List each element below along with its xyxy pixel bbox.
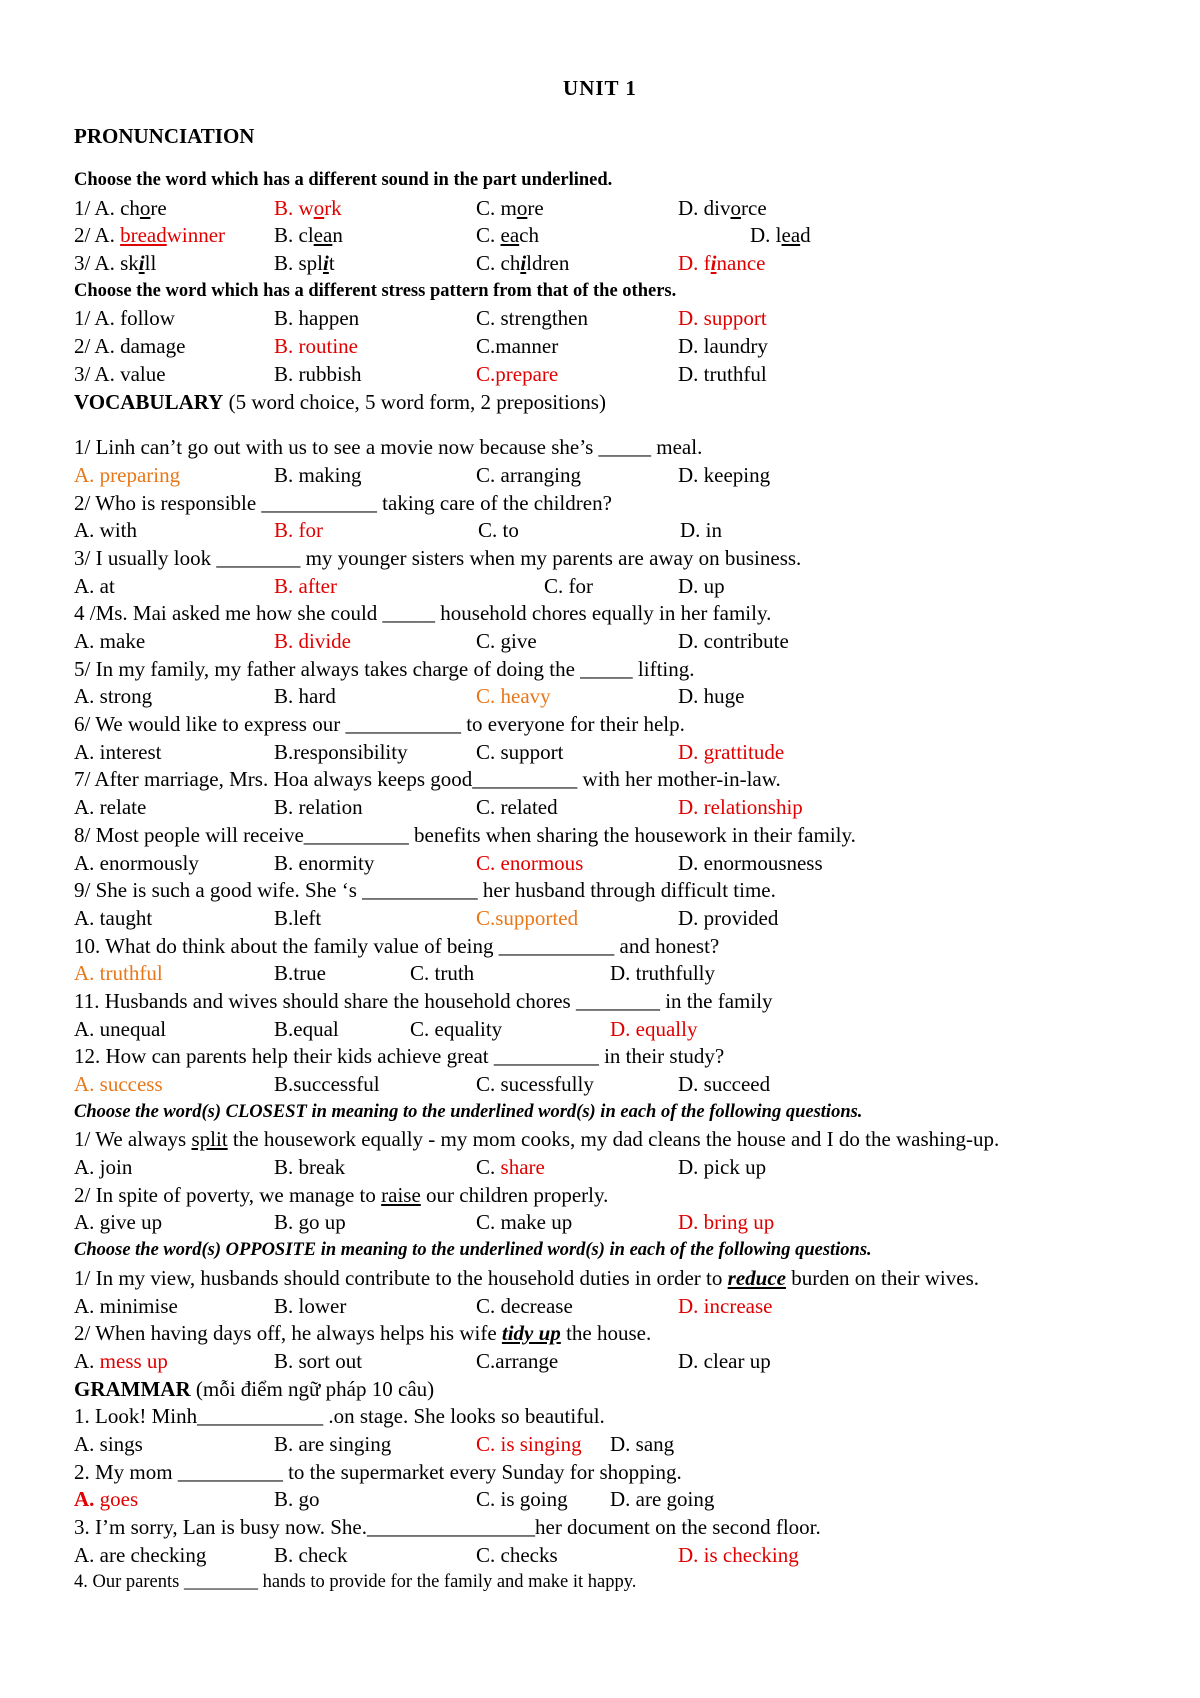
vocab-question-10: 10. What do think about the family value of being ___________ and honest?: [74, 933, 720, 958]
option-d-answer: D. finance: [678, 251, 766, 276]
option-a: A. interest: [74, 739, 162, 764]
vocab-question-7: 7/ After marriage, Mrs. Hoa always keeps good__________ with her mother-in-law.: [74, 767, 781, 792]
option-b: B. rubbish: [274, 361, 362, 386]
vocab-options-10: [74, 960, 1154, 988]
vocab-question-4: 4 /Ms. Mai asked me how she could _____ household chores equally in her family.: [74, 601, 772, 626]
option-a-answer: A. mess up: [74, 1348, 168, 1373]
vocab-options-7: [74, 794, 1154, 822]
option-d: D. enormousness: [678, 850, 823, 875]
option-c: C. truth: [410, 961, 475, 986]
option-b: B. split: [274, 251, 335, 276]
option-b-answer: B. work: [274, 195, 342, 220]
option-c-answer: C. heavy: [476, 684, 551, 709]
vocab-options-4: [74, 628, 1154, 656]
option-d-answer: D. grattitude: [678, 739, 785, 764]
option-b-answer: B. routine: [274, 334, 358, 359]
opposite-instruction: Choose the word(s) OPPOSITE in meaning to the underlined word(s) in each of the following questions.: [74, 1240, 872, 1261]
vocab-options-2: [74, 517, 1154, 545]
grammar-question-1: 1. Look! Minh____________ .on stage. She looks so beautiful.: [74, 1404, 605, 1429]
grammar-heading: GRAMMAR (mỗi điểm ngữ pháp 10 câu): [74, 1376, 435, 1401]
option-d: D. succeed: [678, 1072, 771, 1096]
option-b: B. relation: [274, 795, 363, 820]
worksheet-content: [74, 167, 1154, 1597]
option-a: A. strong: [74, 684, 153, 709]
closest-question-1: 1/ We always split the housework equally - my mom cooks, my dad cleans the house and I do the washing-up.: [74, 1127, 1000, 1152]
closest-options-2: [74, 1209, 1154, 1237]
option-c: C. make up: [476, 1210, 573, 1235]
grammar-options-1: [74, 1431, 1154, 1459]
option-a: A. taught: [74, 905, 153, 930]
vocab-options-11: [74, 1016, 1154, 1044]
option-d: D. truthfully: [610, 961, 715, 986]
stress-question-3: [74, 361, 1154, 389]
grammar-question-4: 4. Our parents ________ hands to provide for the family and make it happy.: [74, 1572, 637, 1593]
option-c-answer: C. enormous: [476, 850, 584, 875]
vocab-options-8: [74, 850, 1154, 878]
stress-instruction: Choose the word which has a different stress pattern from that of the others.: [74, 280, 677, 301]
option-c-answer: C. is singing: [476, 1431, 582, 1456]
option-c: C. decrease: [476, 1293, 573, 1318]
option-b: B.left: [274, 905, 322, 930]
option-c: C. children: [476, 251, 570, 276]
unit-title: UNIT 1: [563, 76, 637, 100]
vocab-question-9: 9/ She is such a good wife. She ‘s ___________ her husband through difficult time.: [74, 878, 776, 903]
grammar-options-2: [74, 1486, 1154, 1514]
vocab-options-12: [74, 1071, 1154, 1099]
vocab-question-2: 2/ Who is responsible ___________ taking care of the children?: [74, 490, 612, 515]
option-a: A. unequal: [74, 1016, 167, 1041]
vocab-question-11: 11. Husbands and wives should share the household chores ________ in the family: [74, 988, 773, 1013]
option-d-answer: D. support: [678, 306, 767, 331]
opposite-question-1: 1/ In my view, husbands should contribute to the household duties in order to reduce burden on their wives.: [74, 1265, 980, 1290]
closest-instruction: Choose the word(s) CLOSEST in meaning to the underlined word(s) in each of the following questions.: [74, 1101, 863, 1122]
option-b: B. hard: [274, 684, 336, 709]
option-d: D. lead: [750, 223, 811, 248]
vocabulary-questions: [74, 434, 1154, 1099]
option-a: A. make: [74, 629, 146, 653]
option-a: A. with: [74, 518, 137, 543]
opposite-options-2: [74, 1348, 1154, 1376]
vocab-options-3: [74, 573, 1154, 601]
option-c-answer: C.supported: [476, 905, 579, 930]
option-a: A. sings: [74, 1431, 143, 1456]
option-b: B. go up: [274, 1210, 346, 1235]
option-a: 3/ A. skill: [74, 251, 157, 276]
vocab-options-6: [74, 739, 1154, 767]
grammar-options-3: [74, 1542, 1154, 1570]
vocab-question-6: 6/ We would like to express our ___________ to everyone for their help.: [74, 712, 685, 737]
option-a-answer: A. truthful: [74, 961, 163, 986]
option-c: C. for: [544, 573, 593, 598]
option-c: C. checks: [476, 1542, 558, 1567]
option-a: A. join: [74, 1155, 133, 1180]
option-b: B.successful: [274, 1072, 380, 1096]
option-c: C. sucessfully: [476, 1072, 594, 1096]
option-c-answer: C. share: [476, 1155, 545, 1180]
option-d: D. laundry: [678, 334, 768, 359]
option-b: B.responsibility: [274, 739, 408, 764]
option-d: D. clear up: [678, 1348, 771, 1373]
option-b: B.equal: [274, 1016, 339, 1041]
option-b-answer: B. after: [274, 573, 337, 598]
opposite-options-1: [74, 1293, 1154, 1321]
option-d: D. pick up: [678, 1155, 767, 1180]
grammar-question-2: 2. My mom __________ to the supermarket every Sunday for shopping.: [74, 1459, 682, 1484]
option-b: B. break: [274, 1155, 346, 1180]
option-d: D. divorce: [678, 195, 767, 220]
vocab-options-9: [74, 905, 1154, 933]
option-c: C. is going: [476, 1487, 568, 1512]
option-c: C. more: [476, 195, 544, 220]
option-d-answer: D. relationship: [678, 795, 803, 820]
option-a: A. are checking: [74, 1542, 207, 1567]
option-d-answer: D. increase: [678, 1293, 773, 1318]
option-a-answer: A. preparing: [74, 462, 181, 487]
option-b: B. sort out: [274, 1348, 363, 1373]
option-c: C. to: [478, 518, 519, 543]
stress-question-2: [74, 333, 1154, 361]
option-c: C. give: [476, 629, 537, 653]
option-a: 1/ A. follow: [74, 306, 175, 331]
option-a: A. enormously: [74, 850, 199, 875]
option-d-answer: D. is checking: [678, 1542, 799, 1567]
option-a: 1/ A. chore: [74, 195, 167, 220]
sound-question-1: [74, 195, 1154, 223]
option-b: B. making: [274, 462, 362, 487]
option-d-answer: D. bring up: [678, 1210, 775, 1235]
option-c: C. support: [476, 739, 564, 764]
option-d-answer: D. equally: [610, 1016, 698, 1041]
stress-question-1: [74, 305, 1154, 333]
vocab-options-1: [74, 462, 1154, 490]
option-d: D. truthful: [678, 361, 767, 386]
option-b: B. check: [274, 1542, 348, 1567]
option-d: D. huge: [678, 684, 745, 709]
option-b: B.true: [274, 961, 326, 986]
option-b: B. go: [274, 1487, 320, 1512]
option-d: D. sang: [610, 1431, 675, 1456]
option-c-answer: C.prepare: [476, 361, 559, 386]
option-b-answer: B. for: [274, 518, 323, 543]
vocabulary-heading: VOCABULARY (5 word choice, 5 word form, 2 prepositions): [74, 389, 606, 414]
option-d: D. up: [678, 573, 725, 598]
vocab-question-1: 1/ Linh can’t go out with us to see a movie now because she’s _____ meal.: [74, 435, 703, 460]
pronunciation-heading: PRONUNCIATION: [74, 124, 255, 148]
option-d: D. provided: [678, 905, 779, 930]
option-a: A. give up: [74, 1210, 163, 1235]
closest-options-1: [74, 1154, 1154, 1182]
option-a: A. relate: [74, 795, 147, 820]
option-a: A. minimise: [74, 1293, 178, 1318]
option-c: C.manner: [476, 334, 559, 359]
closest-question-2: 2/ In spite of poverty, we manage to raise our children properly.: [74, 1182, 609, 1207]
option-c: C. related: [476, 795, 558, 820]
vocab-question-8: 8/ Most people will receive__________ benefits when sharing the housework in their family.: [74, 822, 856, 847]
option-a: 2/ A. damage: [74, 334, 186, 359]
opposite-question-2: 2/ When having days off, he always helps his wife tidy up the house.: [74, 1321, 652, 1346]
grammar-question-3: 3. I’m sorry, Lan is busy now. She.________________her document on the second floor.: [74, 1515, 821, 1540]
option-b: B. happen: [274, 306, 360, 331]
vocab-question-3: 3/ I usually look ________ my younger sisters when my parents are away on business.: [74, 545, 802, 570]
option-a: 3/ A. value: [74, 361, 166, 386]
option-b: B. enormity: [274, 850, 375, 875]
option-c: C. arranging: [476, 462, 581, 487]
sound-instruction: Choose the word which has a different sound in the part underlined.: [74, 170, 613, 190]
option-c: C.arrange: [476, 1348, 559, 1373]
option-a-answer: 2/ A. breadwinner: [74, 223, 226, 248]
option-b: B. clean: [274, 223, 343, 248]
option-c: C. equality: [410, 1016, 503, 1041]
option-c: C. each: [476, 223, 539, 248]
sound-question-2: [74, 222, 1154, 250]
option-c: C. strengthen: [476, 306, 588, 331]
option-d: D. in: [680, 518, 722, 543]
option-a: A. at: [74, 573, 115, 598]
sound-question-3: [74, 250, 1154, 278]
option-b: B. lower: [274, 1293, 347, 1318]
vocab-options-5: [74, 683, 1154, 711]
vocab-question-12: 12. How can parents help their kids achieve great __________ in their study?: [74, 1044, 725, 1069]
option-a-answer: A. success: [74, 1072, 163, 1096]
option-b-answer: B. divide: [274, 629, 351, 653]
option-d: D. keeping: [678, 462, 771, 487]
option-d: D. contribute: [678, 629, 789, 653]
option-a-answer: A. goes: [74, 1487, 139, 1512]
option-d: D. are going: [610, 1487, 715, 1512]
vocab-question-5: 5/ In my family, my father always takes charge of doing the _____ lifting.: [74, 656, 695, 681]
option-b: B. are singing: [274, 1431, 392, 1456]
